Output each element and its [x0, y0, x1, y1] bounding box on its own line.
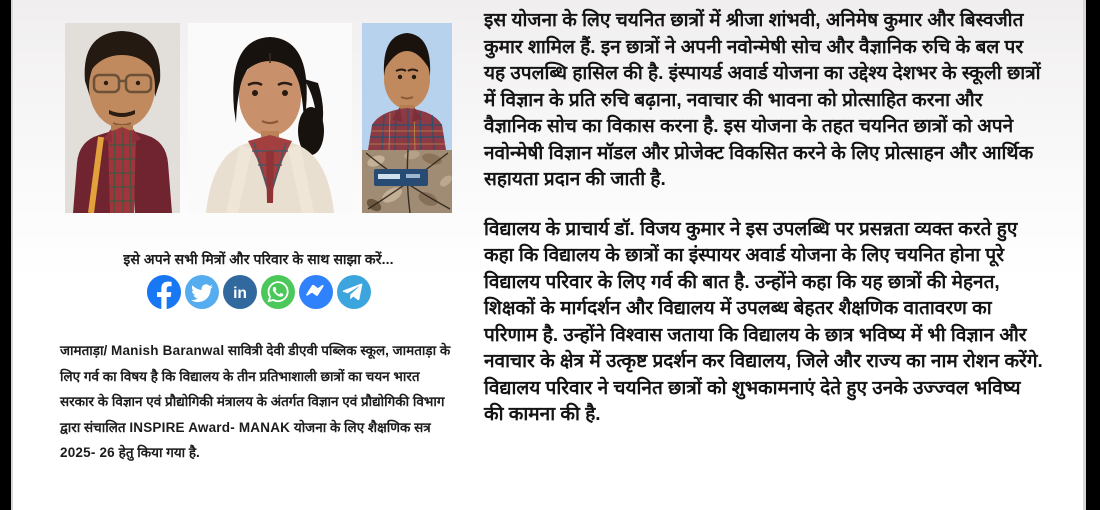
whatsapp-icon[interactable]: [261, 275, 295, 309]
left-article-text: जामताड़ा/ Manish Baranwal सावित्री देवी डीएवी पब्लिक स्कूल, जामताड़ा के लिए गर्व का विषय है कि विद्यालय के तीन प्रतिभाशाली छात्रों का चयन भारत सरकार के विज्ञान एवं प्रौद्योगिकी मंत्रालय के अंतर्गत विज्ञान एवं प्रौद्योगिकी विभाग द्वारा संचालित INSPIRE Award- MANAK योजना के लिए शैक्षणिक सत्र 2025- 26 हेतु किया गया है.: [60, 343, 451, 460]
right-black-edge: [1086, 0, 1100, 510]
student-photo-3: [362, 23, 452, 213]
twitter-icon[interactable]: [185, 275, 219, 309]
student-photo-2: [188, 23, 352, 213]
student-photo-1: [65, 23, 180, 213]
article-paragraph-2: विद्यालय के प्राचार्य डॉ. विजय कुमार ने इस उपलब्धि पर प्रसन्नता व्यक्त करते हुए कहा कि विद्यालय के छात्रों का इंस्पायर अवार्ड योजना के लिए चयनित होना पूरे विद्यालय परिवार के लिए गर्व की बात है. उन्होंने कहा कि यह छात्रों की मेहनत, शिक्षकों के मार्गदर्शन और विद्यालय में उपलब्ध बेहतर शैक्षणिक वातावरण का परिणाम है. उन्होंने विश्वास जताया कि विद्यालय के छात्र भविष्य में भी विज्ञान और नवाचार के क्षेत्र में उत्कृष्ट प्रदर्शन कर विद्यालय, जिले और राज्य का नाम रोशन करेंगे. विद्यालय परिवार ने चयनित छात्रों को शुभकामनाएं देते हुए उनके उज्ज्वल भविष्य की कामना की है.: [484, 218, 1043, 425]
student-photos-row: [65, 23, 452, 213]
article-paragraph-1: इस योजना के लिए चयनित छात्रों में श्रीजा शांभवी, अनिमेष कुमार और बिस्वजीत कुमार शामिल हैं. इन छात्रों ने अपनी नवोन्मेषी सोच और वैज्ञानिक रुचि के बल पर यह उपलब्धि हासिल की है. इंस्पायर्ड अवार्ड योजना का उद्देश्य देशभर के स्कूली छात्रों में विज्ञान के प्रति रुचि बढ़ाना, नवाचार की भावना को प्रोत्साहित करना और वैज्ञानिक सोच का विकास करना है. इस योजना के तहत चयनित छात्रों को अपने नवोन्मेषी विज्ञान मॉडल और प्रोजेक्ट विकसित करने के लिए प्रोत्साहन और आर्थिक सहायता प्रदान की जाती है.: [484, 10, 1041, 190]
share-icons-row: [65, 275, 452, 309]
messenger-icon[interactable]: [299, 275, 333, 309]
left-black-edge: [0, 0, 11, 510]
linkedin-icon[interactable]: [223, 275, 257, 309]
telegram-icon[interactable]: [337, 275, 371, 309]
left-edge-divider: [11, 0, 13, 510]
share-prompt-label: इसे अपने सभी मित्रों और परिवार के साथ साझा करें...: [123, 251, 394, 267]
dateline: जामताड़ा/: [60, 343, 111, 358]
scheme-name: INSPIRE Award- MANAK: [129, 419, 291, 435]
author-name: Manish Baranwal: [111, 343, 225, 358]
right-edge-divider: [1083, 0, 1086, 510]
session-year: 2025- 26: [60, 445, 115, 460]
svg-text:in: in: [232, 284, 247, 302]
right-article-text: [484, 8, 1044, 452]
facebook-icon[interactable]: [147, 275, 181, 309]
